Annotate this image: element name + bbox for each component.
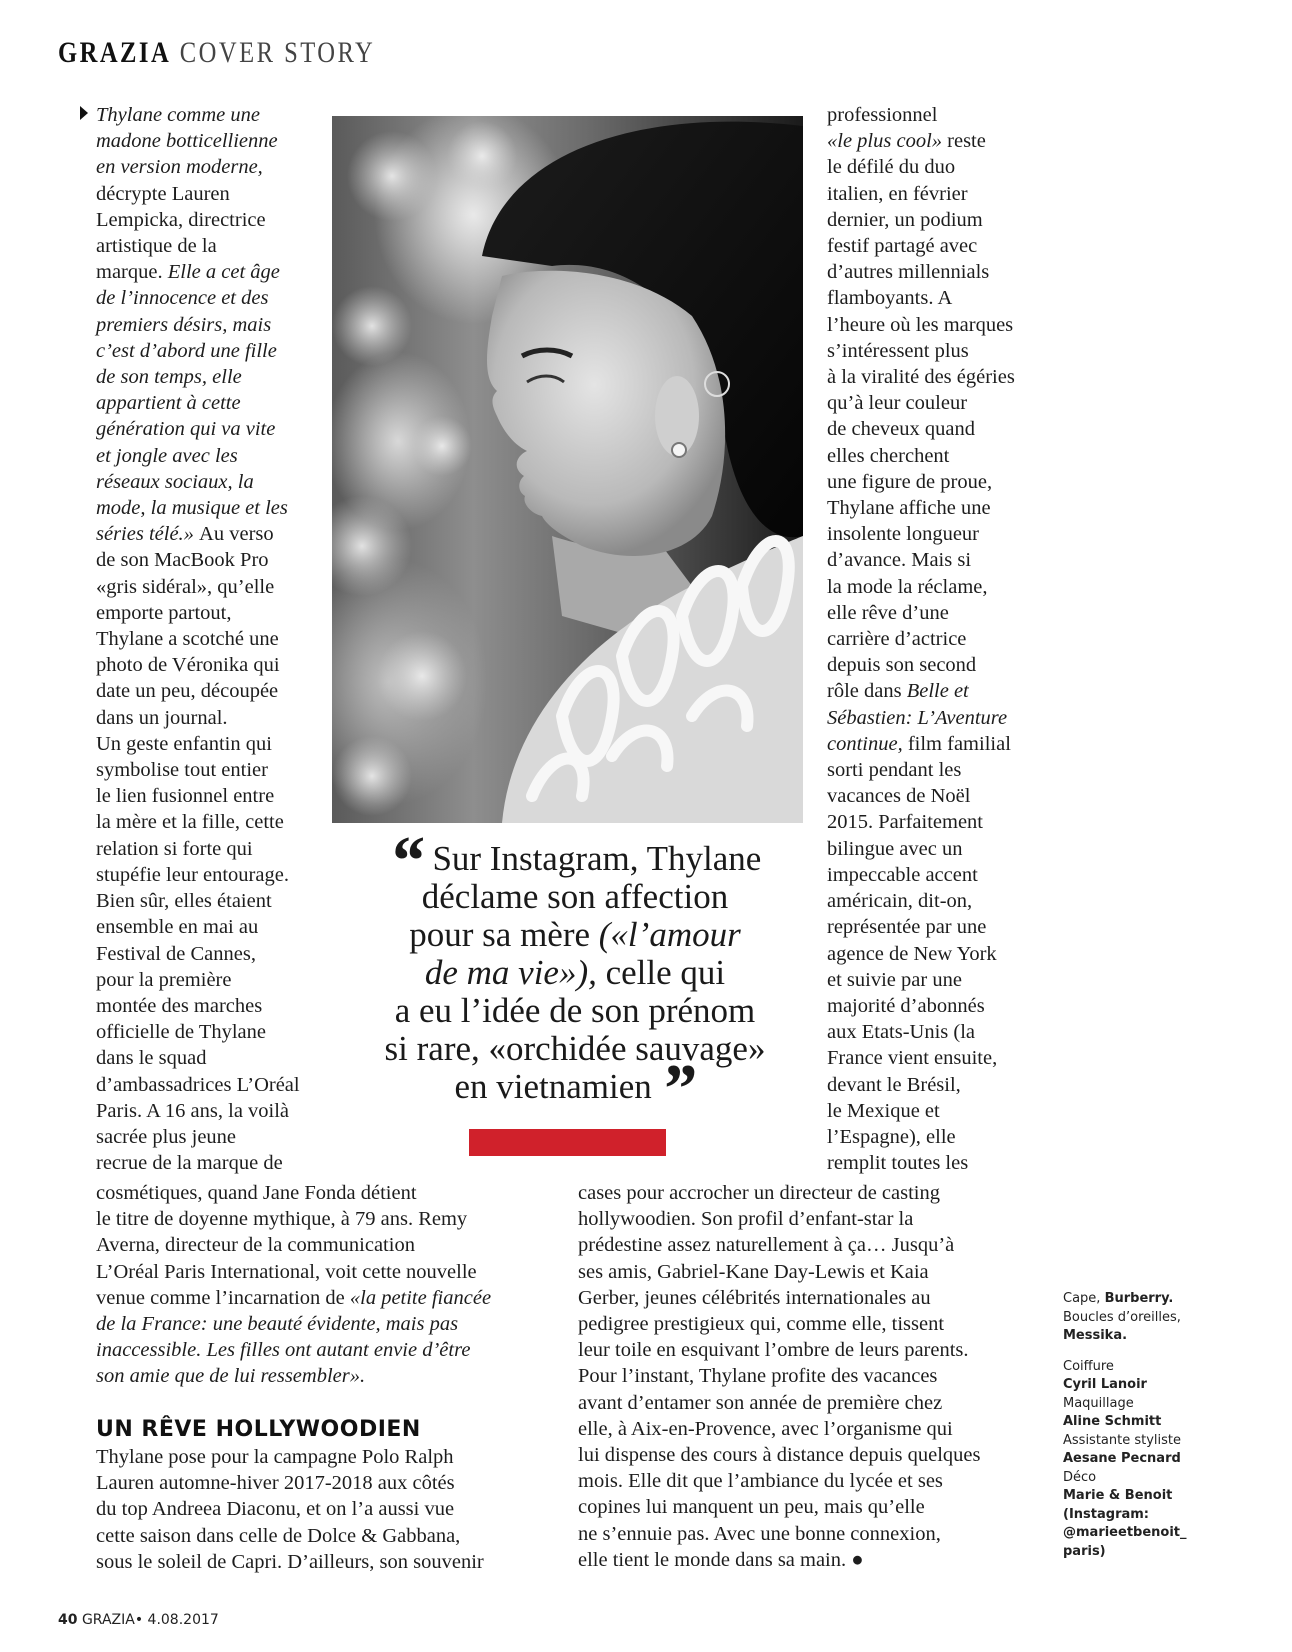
text-line: pedigree prestigieux qui, comme elle, tissent <box>578 1313 945 1336</box>
text-line: flamboyants. A <box>827 287 953 310</box>
text-line: à la viralité des égéries <box>827 366 1015 389</box>
text-line: Averna, directeur de la communication <box>96 1234 415 1257</box>
text-line: dans un journal. <box>96 706 228 729</box>
article-column-left-bottom <box>96 1444 484 1575</box>
text-line: hollywoodien. Son profil d’enfant-star la <box>578 1208 914 1231</box>
quote-line: («l’amour <box>598 915 741 954</box>
text-line: impeccable accent <box>827 863 978 886</box>
text-line: cette saison dans celle de Dolce & Gabbana, <box>96 1524 461 1547</box>
credit-name: (Instagram: <box>1063 1506 1149 1522</box>
text-line: «le plus cool» reste <box>827 130 986 153</box>
text-line: ne s’ennuie pas. Avec une bonne connexion, <box>578 1522 941 1545</box>
open-quote-mark: “ <box>388 823 424 900</box>
text-line: Lauren automne-hiver 2017-2018 aux côtés <box>96 1472 455 1495</box>
text-line: rôle dans Belle et <box>827 680 969 703</box>
text-line: depuis son second <box>827 654 977 677</box>
text-line: représentée par une <box>827 916 987 939</box>
text-line: ensemble en mai au <box>96 916 259 939</box>
text-line: «gris sidéral», qu’elle <box>96 575 275 598</box>
quote-line: déclame son affection <box>421 877 729 916</box>
text-line: une figure de proue, <box>827 470 993 493</box>
text-line: réseaux sociaux, la <box>96 470 254 493</box>
text-line: elles cherchent <box>827 444 950 467</box>
text-line: le lien fusionnel entre <box>96 785 275 808</box>
text-line: officielle de Thylane <box>96 1021 267 1044</box>
text-line: de son MacBook Pro <box>96 549 269 572</box>
text-line: venue comme l’incarnation de «la petite fiancée <box>96 1286 492 1309</box>
credit-name: paris) <box>1063 1543 1106 1559</box>
credit-label: Coiffure <box>1063 1358 1114 1374</box>
text-line: en version moderne, <box>96 156 263 179</box>
text-line: prédestine assez naturellement à ça… Jusqu’à <box>578 1234 955 1257</box>
text-line: lui dispense des cours à distance depuis quelques <box>578 1444 981 1467</box>
article-column-left <box>96 102 300 1176</box>
quote-line: pour sa mère <box>409 915 599 954</box>
text-line: symbolise tout entier <box>96 759 268 782</box>
text-line: le défilé du duo <box>827 156 956 179</box>
text-line: sacrée plus jeune <box>96 1125 237 1148</box>
portrait-illustration <box>332 116 803 823</box>
credit-label: Boucles d’oreilles, <box>1063 1309 1181 1325</box>
text-line: festif partagé avec <box>827 235 978 258</box>
text-line: pour la première <box>96 968 232 991</box>
text-line: de la France: une beauté évidente, mais pas <box>96 1313 459 1336</box>
text-line: qu’à leur couleur <box>827 392 968 415</box>
text-line: Un geste enfantin qui <box>96 732 272 755</box>
credit-label: Assistante styliste <box>1063 1432 1182 1448</box>
text-line: cosmétiques, quand Jane Fonda détient <box>96 1182 417 1204</box>
text-line: L’Oréal Paris International, voit cette nouvelle <box>96 1260 477 1283</box>
credit-name: @marieetbenoit_ <box>1063 1525 1187 1540</box>
text-line: et jongle avec les <box>96 444 238 467</box>
text-line: premiers désirs, mais <box>96 313 272 336</box>
text-line: copines lui manquent un peu, mais qu’elle <box>578 1496 925 1519</box>
text-line: insolente longueur <box>827 523 980 546</box>
page-footer <box>58 1612 219 1628</box>
text-line: et suivie par une <box>827 968 962 991</box>
page-number: 40 <box>58 1612 78 1628</box>
text-line: inaccessible. Les filles ont autant envie d’être <box>96 1339 471 1362</box>
text-line: le titre de doyenne mythique, à 79 ans. Remy <box>96 1208 468 1231</box>
text-line: le Mexique et <box>827 1099 940 1122</box>
quote-line: celle qui <box>596 953 726 992</box>
text-line: Thylane affiche une <box>827 497 991 520</box>
text-line: emporte partout, <box>96 601 232 624</box>
text-line: génération qui va vite <box>96 418 276 441</box>
text-line: de cheveux quand <box>827 418 975 441</box>
text-line: 2015. Parfaitement <box>827 811 983 834</box>
text-line: Paris. A 16 ans, la voilà <box>96 1099 290 1122</box>
quote-line: de ma vie»), <box>424 953 597 992</box>
text-line: la mère et la fille, cette <box>96 811 284 834</box>
text-line: Lempicka, directrice <box>96 208 266 231</box>
text-line: stupéfie leur entourage. <box>96 863 289 886</box>
magazine-brand: GRAZIA <box>58 36 172 69</box>
text-line: mois. Elle dit que l’ambiance du lycée et ses <box>578 1470 943 1493</box>
text-line: appartient à cette <box>96 392 241 415</box>
text-line: agence de New York <box>827 942 997 965</box>
text-line: cases pour accrocher un directeur de casting <box>578 1182 940 1204</box>
text-line: remplit toutes les <box>827 1152 969 1175</box>
quote-line: en vietnamien <box>454 1067 652 1106</box>
text-line: continue, film familial <box>827 732 1011 755</box>
credit-brand: Messika. <box>1063 1328 1128 1343</box>
text-line: sorti pendant les <box>827 759 962 782</box>
text-line: s’intéressent plus <box>827 339 969 362</box>
text-line: carrière d’actrice <box>827 628 967 651</box>
text-line: la mode la réclame, <box>827 575 988 598</box>
cover-portrait-photo <box>332 116 803 823</box>
text-line: elle tient le monde dans sa main. ● <box>578 1548 864 1571</box>
text-line: marque. Elle a cet âge <box>96 261 280 284</box>
text-line: Festival de Cannes, <box>96 942 256 965</box>
text-line: de son temps, elle <box>96 366 242 389</box>
section-label: COVER STORY <box>179 36 376 69</box>
text-line: Thylane a scotché une <box>96 628 279 651</box>
text-line: professionnel <box>827 104 938 126</box>
section-heading: UN RÊVE HOLLYWOODIEN <box>96 1417 421 1442</box>
text-line: italien, en février <box>827 182 968 205</box>
credit-name: Marie & Benoit <box>1063 1488 1173 1503</box>
article-column-middle-bottom <box>578 1180 981 1573</box>
quote-line: si rare, «orchidée sauvage» <box>384 1029 766 1068</box>
text-line: séries télé.» Au verso <box>96 523 274 546</box>
credit-brand: Burberry. <box>1104 1291 1174 1306</box>
text-line: Thylane comme une <box>96 102 300 128</box>
quote-line: Sur Instagram, Thylane <box>432 839 762 878</box>
paragraph-marker-icon <box>80 106 88 120</box>
accent-red-bar <box>469 1129 666 1156</box>
magazine-header <box>58 38 375 68</box>
text-line: Bien sûr, elles étaient <box>96 890 272 913</box>
text-line: américain, dit-on, <box>827 890 973 913</box>
text-line: son amie que de lui ressembler». <box>96 1365 366 1388</box>
footer-brand: GRAZIA <box>81 1612 135 1628</box>
text-line: elle rêve d’une <box>827 601 949 624</box>
text-line: Gerber, jeunes célébrités internationales au <box>578 1286 931 1309</box>
text-line: France vient ensuite, <box>827 1047 998 1070</box>
text-line: photo de Véronika qui <box>96 654 280 677</box>
text-line: elle, à Aix-en-Provence, avec l’organisme qui <box>578 1417 953 1440</box>
text-line: madone botticellienne <box>96 130 278 153</box>
text-line: d’ambassadrices L’Oréal <box>96 1073 300 1096</box>
text-line: l’heure où les marques <box>827 313 1014 336</box>
text-line: de l’innocence et des <box>96 287 269 310</box>
text-line: Pour l’instant, Thylane profite des vacances <box>578 1365 938 1388</box>
pull-quote <box>350 823 800 1128</box>
article-column-left-wide <box>96 1180 491 1390</box>
text-line: recrue de la marque de <box>96 1152 283 1175</box>
text-line: Thylane pose pour la campagne Polo Ralph <box>96 1446 454 1468</box>
credit-label: Maquillage <box>1063 1395 1134 1411</box>
credit-name: Aline Schmitt <box>1063 1414 1162 1429</box>
close-quote-mark: ” <box>660 1051 696 1128</box>
text-line: dans le squad <box>96 1047 207 1070</box>
text-line: mode, la musique et les <box>96 497 288 520</box>
text-line: montée des marches <box>96 994 263 1017</box>
text-line: ses amis, Gabriel-Kane Day-Lewis et Kaia <box>578 1260 929 1283</box>
credit-label: Déco <box>1063 1469 1097 1485</box>
article-column-right <box>827 102 1015 1176</box>
text-line: d’avance. Mais si <box>827 549 972 572</box>
text-line: leur toile en esquivant l’ombre de leurs parents. <box>578 1339 969 1362</box>
text-line: dernier, un podium <box>827 208 983 231</box>
quote-line: a eu l’idée de son prénom <box>394 991 756 1030</box>
text-line: d’autres millennials <box>827 261 990 284</box>
text-line: c’est d’abord une fille <box>96 339 277 362</box>
text-line: Sébastien: L’Aventure <box>827 706 1008 729</box>
text-line: aux Etats-Unis (la <box>827 1021 976 1044</box>
credit-name: Aesane Pecnard <box>1063 1451 1181 1466</box>
text-line: décrypte Lauren <box>96 182 230 205</box>
text-line: l’Espagne), elle <box>827 1125 956 1148</box>
text-line: bilingue avec un <box>827 837 963 860</box>
credit-label: Cape, <box>1063 1291 1105 1306</box>
text-line: vacances de Noël <box>827 785 971 808</box>
text-line: artistique de la <box>96 235 217 258</box>
credit-name: Cyril Lanoir <box>1063 1377 1147 1392</box>
text-line: du top Andreea Diaconu, et on l’a aussi vue <box>96 1498 455 1521</box>
text-line: relation si forte qui <box>96 837 253 860</box>
text-line: avant d’entamer son année de première chez <box>578 1391 943 1414</box>
footer-date: • 4.08.2017 <box>134 1612 219 1628</box>
text-line: sous le soleil de Capri. D’ailleurs, son souvenir <box>96 1550 484 1573</box>
text-line: devant le Brésil, <box>827 1073 961 1096</box>
photo-credits <box>1063 1290 1187 1561</box>
text-line: date un peu, découpée <box>96 680 279 703</box>
text-line: majorité d’abonnés <box>827 994 985 1017</box>
